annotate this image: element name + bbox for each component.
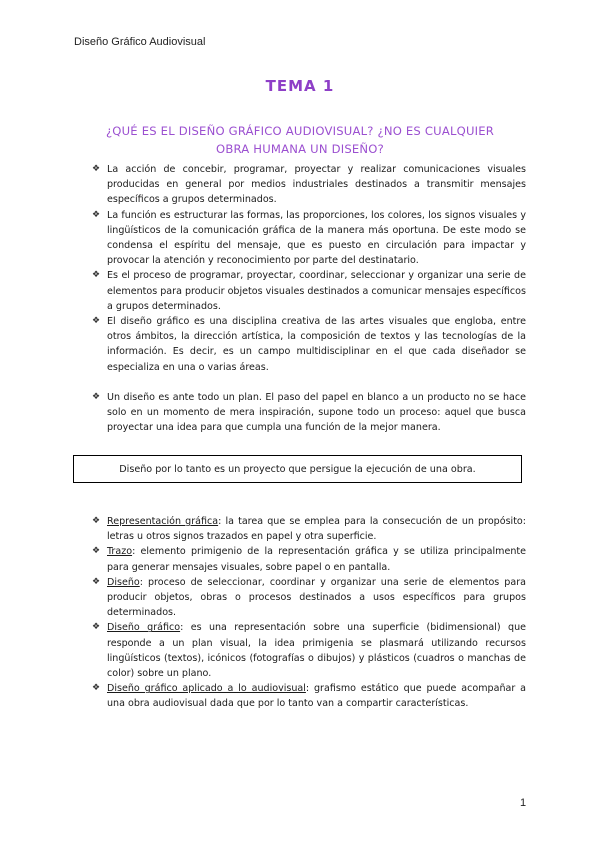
term-item: [92, 514, 526, 544]
term-name: Trazo: [107, 546, 133, 558]
term-item: [92, 620, 526, 681]
diamond-bullet-icon: ❖: [92, 622, 101, 633]
diamond-bullet-icon: ❖: [92, 576, 101, 587]
list-item-text: Un diseño es ante todo un plan. El paso del papel en blanco a un producto no se hace solo en un momento de mera inspiración, supone todo un proceso: aquel que busca proyectar una idea para que cumpla una función de la mejor manera.: [107, 391, 526, 434]
term-definition: : grafismo estático que puede acompañar a una obra audiovisual dada que por lo tanto van a compartir características.: [107, 683, 526, 710]
term-definition: : elemento primigenio de la representación gráfica y se utiliza principalmente para generar mensajes visuales, sobre papel o en pantalla.: [107, 546, 526, 573]
diamond-bullet-icon: ❖: [92, 683, 101, 694]
page-title: TEMA 1: [265, 77, 335, 95]
boxed-statement-text: Diseño por lo tanto es un proyecto que persigue la ejecución de una obra.: [119, 463, 476, 475]
list-item: [92, 208, 526, 269]
term-definition: : la tarea que se emplea para la consecución de un propósito: letras u otros signos trazados en papel y otra superficie.: [107, 516, 526, 543]
definition-list: [92, 162, 526, 435]
diamond-bullet-icon: ❖: [92, 546, 101, 557]
term-item: [92, 681, 526, 711]
diamond-bullet-icon: ❖: [92, 270, 101, 281]
diamond-bullet-icon: ❖: [92, 209, 101, 220]
diamond-bullet-icon: ❖: [92, 316, 101, 327]
term-name: Representación gráfica: [107, 516, 219, 527]
diamond-bullet-icon: ❖: [92, 391, 101, 402]
terms-list: [92, 514, 526, 712]
term-definition: : proceso de seleccionar, coordinar y organizar una serie de elementos para producir objetos, obras o procesos destinados a usos específicos para grupos determinados.: [107, 576, 526, 619]
term-name: Diseño gráfico aplicado a lo audiovisual: [107, 683, 306, 695]
term-name: Diseño: [107, 576, 140, 588]
list-item: [92, 314, 526, 375]
list-item-text: Es el proceso de programar, proyectar, coordinar, seleccionar y organizar una serie de elementos para producir objetos visuales destinados a comunicar mensajes específicos a grupos determinados.: [107, 270, 526, 312]
list-item: [92, 268, 526, 314]
list-item-text: La acción de concebir, programar, proyectar y realizar comunicaciones visuales producidas en general por medios industriales destinados a transmitir mensajes específicos a grupos determinados.: [107, 164, 526, 206]
term-name: Diseño gráfico: [107, 622, 181, 634]
section-subtitle: ¿QUÉ ES EL DISEÑO GRÁFICO AUDIOVISUAL? ¿NO ES CUALQUIER OBRA HUMANA UN DISEÑO?: [105, 124, 495, 156]
term-item: [92, 575, 526, 621]
list-item-text: La función es estructurar las formas, las proporciones, los colores, los signos visuales y lingüísticos de la comunicación gráfica de la manera más oportuna. De este modo se condensa el espíritu del mensaje, que es puesto en circulación para impactar y provocar la atención y reconocimiento por parte del destinatario.: [107, 209, 526, 267]
diamond-bullet-icon: ❖: [92, 164, 101, 174]
term-item: [92, 544, 526, 574]
list-item: [92, 162, 526, 208]
diamond-bullet-icon: ❖: [92, 516, 101, 526]
list-item: [92, 390, 526, 436]
page-number: 1: [520, 797, 527, 809]
term-definition: : es una representación sobre una superficie (bidimensional) que responde a un plan visual, la idea primigenia se plasmará utilizando recursos lingüísticos (textos), icónicos (fotografías o dibujos) y plásticos (cuadros o manchas de color) sobre un plano.: [107, 622, 527, 680]
boxed-statement: [73, 455, 522, 483]
running-header: Diseño Gráfico Audiovisual: [74, 36, 206, 48]
list-item-text: El diseño gráfico es una disciplina creativa de las artes visuales que engloba, entre otros ámbitos, la dirección artística, la composición de textos y las tecnologías de la información. Es decir, es un campo multidisciplinar en el que cada diseñador se especializa en una o varias áreas.: [107, 316, 526, 373]
